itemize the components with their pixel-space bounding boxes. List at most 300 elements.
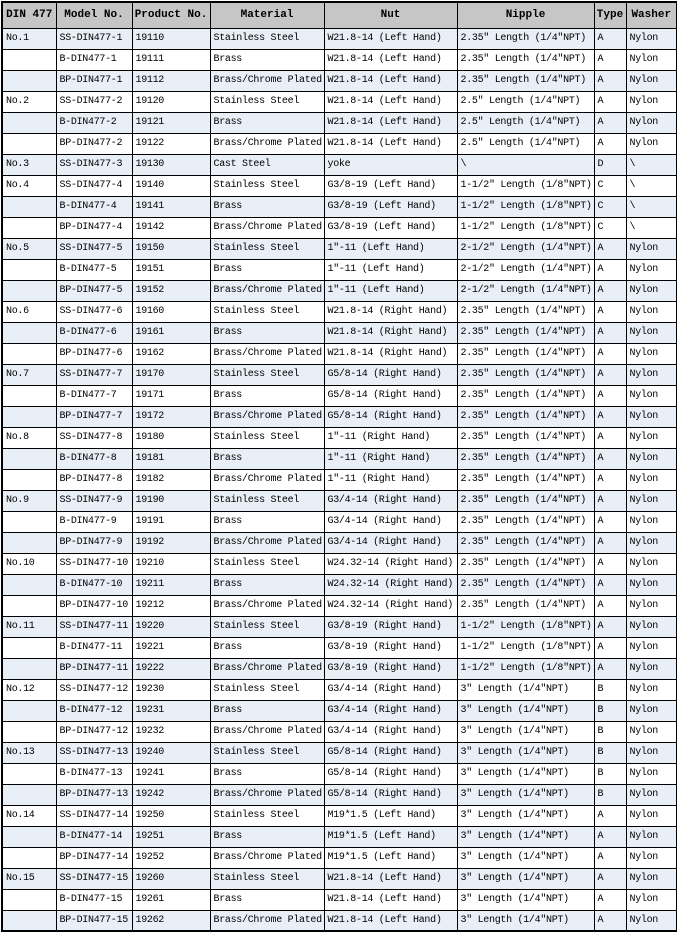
- cell-washer: Nylon: [626, 910, 677, 931]
- cell-material: Stainless Steel: [210, 490, 324, 511]
- cell-din: [2, 847, 56, 868]
- cell-model: SS-DIN477-9: [56, 490, 132, 511]
- cell-nut: G3/8-19 (Left Hand): [324, 217, 457, 238]
- cell-din: [2, 385, 56, 406]
- cell-nut: G5/8-14 (Right Hand): [324, 742, 457, 763]
- cell-material: Brass: [210, 259, 324, 280]
- cell-type: A: [594, 280, 626, 301]
- cell-nipple: 2-1/2″ Length (1/4″NPT): [457, 259, 594, 280]
- cell-nipple: 2.35″ Length (1/4″NPT): [457, 406, 594, 427]
- cell-type: A: [594, 889, 626, 910]
- cell-din: [2, 322, 56, 343]
- cell-model: B-DIN477-5: [56, 259, 132, 280]
- cell-product: 19192: [132, 532, 210, 553]
- cell-nut: W24.32-14 (Right Hand): [324, 595, 457, 616]
- cell-nipple: 2-1/2″ Length (1/4″NPT): [457, 280, 594, 301]
- cell-nipple: 3″ Length (1/4″NPT): [457, 847, 594, 868]
- cell-product: 19252: [132, 847, 210, 868]
- cell-product: 19182: [132, 469, 210, 490]
- cell-din: [2, 469, 56, 490]
- header-cell-model: Model No.: [56, 2, 132, 28]
- cell-type: A: [594, 385, 626, 406]
- cell-nipple: 2.35″ Length (1/4″NPT): [457, 490, 594, 511]
- cell-washer: Nylon: [626, 616, 677, 637]
- cell-product: 19212: [132, 595, 210, 616]
- cell-type: A: [594, 448, 626, 469]
- cell-model: B-DIN477-9: [56, 511, 132, 532]
- cell-din: [2, 826, 56, 847]
- cell-nut: G3/4-14 (Right Hand): [324, 511, 457, 532]
- table-row: [2, 364, 677, 385]
- cell-model: SS-DIN477-14: [56, 805, 132, 826]
- table-row: [2, 490, 677, 511]
- cell-nipple: 3″ Length (1/4″NPT): [457, 889, 594, 910]
- table-row: [2, 742, 677, 763]
- cell-washer: Nylon: [626, 49, 677, 70]
- cell-din: No.1: [2, 28, 56, 49]
- cell-type: A: [594, 511, 626, 532]
- cell-nipple: 2.35″ Length (1/4″NPT): [457, 322, 594, 343]
- cell-washer: \: [626, 175, 677, 196]
- cell-nipple: 3″ Length (1/4″NPT): [457, 910, 594, 931]
- cell-nut: W21.8-14 (Left Hand): [324, 49, 457, 70]
- cell-type: A: [594, 595, 626, 616]
- cell-din: [2, 196, 56, 217]
- table-row: [2, 805, 677, 826]
- cell-nut: G3/8-19 (Right Hand): [324, 637, 457, 658]
- cell-model: B-DIN477-6: [56, 322, 132, 343]
- cell-type: D: [594, 154, 626, 175]
- cell-product: 19162: [132, 343, 210, 364]
- cell-type: A: [594, 70, 626, 91]
- cell-washer: Nylon: [626, 784, 677, 805]
- cell-washer: Nylon: [626, 427, 677, 448]
- cell-material: Brass: [210, 889, 324, 910]
- cell-type: A: [594, 910, 626, 931]
- cell-material: Brass: [210, 112, 324, 133]
- cell-model: B-DIN477-1: [56, 49, 132, 70]
- cell-material: Brass/Chrome Plated: [210, 70, 324, 91]
- cell-nipple: 2.35″ Length (1/4″NPT): [457, 385, 594, 406]
- cell-nut: M19*1.5 (Left Hand): [324, 826, 457, 847]
- cell-model: B-DIN477-7: [56, 385, 132, 406]
- cell-washer: Nylon: [626, 721, 677, 742]
- cell-material: Brass/Chrome Plated: [210, 847, 324, 868]
- cell-type: B: [594, 784, 626, 805]
- cell-material: Stainless Steel: [210, 427, 324, 448]
- cell-washer: Nylon: [626, 700, 677, 721]
- cell-material: Brass: [210, 574, 324, 595]
- table-row: [2, 889, 677, 910]
- cell-din: [2, 343, 56, 364]
- cell-din: No.11: [2, 616, 56, 637]
- cell-product: 19142: [132, 217, 210, 238]
- cell-nipple: 2.35″ Length (1/4″NPT): [457, 343, 594, 364]
- cell-material: Brass: [210, 448, 324, 469]
- cell-model: SS-DIN477-2: [56, 91, 132, 112]
- cell-nipple: 1-1/2″ Length (1/8″NPT): [457, 217, 594, 238]
- cell-washer: Nylon: [626, 532, 677, 553]
- cell-material: Brass/Chrome Plated: [210, 469, 324, 490]
- cell-material: Cast Steel: [210, 154, 324, 175]
- cell-material: Brass: [210, 322, 324, 343]
- cell-model: BP-DIN477-9: [56, 532, 132, 553]
- cell-nut: M19*1.5 (Left Hand): [324, 805, 457, 826]
- cell-material: Brass/Chrome Plated: [210, 280, 324, 301]
- cell-washer: Nylon: [626, 448, 677, 469]
- cell-material: Stainless Steel: [210, 805, 324, 826]
- cell-material: Brass: [210, 763, 324, 784]
- table-row: [2, 385, 677, 406]
- table-header-row: [2, 2, 677, 28]
- table-row: [2, 763, 677, 784]
- table-row: [2, 322, 677, 343]
- cell-model: B-DIN477-14: [56, 826, 132, 847]
- cell-product: 19251: [132, 826, 210, 847]
- cell-nipple: 1-1/2″ Length (1/8″NPT): [457, 616, 594, 637]
- cell-material: Brass/Chrome Plated: [210, 721, 324, 742]
- cell-din: [2, 259, 56, 280]
- cell-model: B-DIN477-8: [56, 448, 132, 469]
- cell-material: Brass/Chrome Plated: [210, 658, 324, 679]
- table-row: [2, 574, 677, 595]
- cell-din: No.7: [2, 364, 56, 385]
- cell-model: SS-DIN477-15: [56, 868, 132, 889]
- cell-model: SS-DIN477-5: [56, 238, 132, 259]
- cell-nut: G5/8-14 (Right Hand): [324, 385, 457, 406]
- cell-nut: G5/8-14 (Right Hand): [324, 763, 457, 784]
- cell-nut: M19*1.5 (Left Hand): [324, 847, 457, 868]
- table-row: [2, 721, 677, 742]
- cell-type: A: [594, 91, 626, 112]
- cell-material: Stainless Steel: [210, 616, 324, 637]
- table-row: [2, 511, 677, 532]
- cell-product: 19262: [132, 910, 210, 931]
- cell-nut: 1″-11 (Right Hand): [324, 427, 457, 448]
- cell-nipple: 2.35″ Length (1/4″NPT): [457, 301, 594, 322]
- cell-product: 19181: [132, 448, 210, 469]
- cell-din: [2, 49, 56, 70]
- cell-nipple: 2.35″ Length (1/4″NPT): [457, 532, 594, 553]
- cell-product: 19211: [132, 574, 210, 595]
- cell-din: No.10: [2, 553, 56, 574]
- cell-nut: G5/8-14 (Right Hand): [324, 784, 457, 805]
- cell-type: B: [594, 721, 626, 742]
- cell-nut: W21.8-14 (Left Hand): [324, 133, 457, 154]
- cell-product: 19250: [132, 805, 210, 826]
- cell-nipple: 2.5″ Length (1/4″NPT): [457, 112, 594, 133]
- cell-washer: Nylon: [626, 112, 677, 133]
- cell-nipple: 2.35″ Length (1/4″NPT): [457, 49, 594, 70]
- cell-nut: G5/8-14 (Right Hand): [324, 364, 457, 385]
- table-row: [2, 175, 677, 196]
- cell-din: [2, 511, 56, 532]
- cell-model: B-DIN477-13: [56, 763, 132, 784]
- cell-nut: W21.8-14 (Right Hand): [324, 322, 457, 343]
- cell-nipple: 2.35″ Length (1/4″NPT): [457, 70, 594, 91]
- cell-type: A: [594, 658, 626, 679]
- table-row: [2, 238, 677, 259]
- cell-din: [2, 700, 56, 721]
- cell-type: A: [594, 364, 626, 385]
- cell-type: A: [594, 805, 626, 826]
- cell-material: Stainless Steel: [210, 91, 324, 112]
- cell-washer: Nylon: [626, 91, 677, 112]
- cell-type: B: [594, 700, 626, 721]
- cell-product: 19241: [132, 763, 210, 784]
- cell-product: 19232: [132, 721, 210, 742]
- cell-nipple: 1-1/2″ Length (1/8″NPT): [457, 658, 594, 679]
- cell-model: SS-DIN477-10: [56, 553, 132, 574]
- cell-nut: W21.8-14 (Left Hand): [324, 91, 457, 112]
- header-cell-nipple: Nipple: [457, 2, 594, 28]
- cell-type: A: [594, 868, 626, 889]
- cell-type: A: [594, 427, 626, 448]
- cell-product: 19152: [132, 280, 210, 301]
- cell-model: BP-DIN477-2: [56, 133, 132, 154]
- cell-material: Brass: [210, 826, 324, 847]
- cell-material: Brass/Chrome Plated: [210, 784, 324, 805]
- cell-product: 19160: [132, 301, 210, 322]
- cell-model: BP-DIN477-4: [56, 217, 132, 238]
- cell-din: No.13: [2, 742, 56, 763]
- cell-material: Stainless Steel: [210, 679, 324, 700]
- table-row: [2, 637, 677, 658]
- cell-washer: \: [626, 196, 677, 217]
- cell-model: BP-DIN477-5: [56, 280, 132, 301]
- cell-product: 19230: [132, 679, 210, 700]
- cell-nipple: 2.35″ Length (1/4″NPT): [457, 595, 594, 616]
- table-row: [2, 553, 677, 574]
- cell-washer: Nylon: [626, 889, 677, 910]
- cell-nut: G3/4-14 (Right Hand): [324, 721, 457, 742]
- cell-din: [2, 217, 56, 238]
- cell-model: SS-DIN477-8: [56, 427, 132, 448]
- cell-product: 19122: [132, 133, 210, 154]
- cell-nipple: 2.35″ Length (1/4″NPT): [457, 574, 594, 595]
- cell-din: [2, 532, 56, 553]
- cell-product: 19261: [132, 889, 210, 910]
- cell-model: SS-DIN477-7: [56, 364, 132, 385]
- table-row: [2, 784, 677, 805]
- cell-type: A: [594, 532, 626, 553]
- cell-type: A: [594, 574, 626, 595]
- cell-nut: G3/8-19 (Right Hand): [324, 658, 457, 679]
- cell-nipple: 1-1/2″ Length (1/8″NPT): [457, 196, 594, 217]
- cell-model: BP-DIN477-12: [56, 721, 132, 742]
- cell-material: Brass/Chrome Plated: [210, 595, 324, 616]
- cell-type: A: [594, 28, 626, 49]
- cell-material: Brass/Chrome Plated: [210, 910, 324, 931]
- cell-washer: Nylon: [626, 511, 677, 532]
- table-row: [2, 196, 677, 217]
- cell-nipple: 1-1/2″ Length (1/8″NPT): [457, 637, 594, 658]
- cell-din: [2, 133, 56, 154]
- cell-din: No.2: [2, 91, 56, 112]
- cell-nut: G3/8-19 (Left Hand): [324, 196, 457, 217]
- table-row: [2, 343, 677, 364]
- cell-type: A: [594, 238, 626, 259]
- cell-product: 19130: [132, 154, 210, 175]
- cell-nipple: 2.35″ Length (1/4″NPT): [457, 28, 594, 49]
- cell-nipple: 2.35″ Length (1/4″NPT): [457, 469, 594, 490]
- cell-material: Brass/Chrome Plated: [210, 532, 324, 553]
- cell-model: SS-DIN477-11: [56, 616, 132, 637]
- cell-product: 19240: [132, 742, 210, 763]
- cell-model: BP-DIN477-15: [56, 910, 132, 931]
- cell-material: Brass/Chrome Plated: [210, 406, 324, 427]
- cell-nut: W24.32-14 (Right Hand): [324, 553, 457, 574]
- cell-nipple: 2-1/2″ Length (1/4″NPT): [457, 238, 594, 259]
- cell-nipple: 2.35″ Length (1/4″NPT): [457, 427, 594, 448]
- cell-type: B: [594, 742, 626, 763]
- cell-material: Stainless Steel: [210, 301, 324, 322]
- cell-material: Stainless Steel: [210, 742, 324, 763]
- cell-product: 19191: [132, 511, 210, 532]
- header-cell-product: Product No.: [132, 2, 210, 28]
- table-row: [2, 868, 677, 889]
- cell-washer: Nylon: [626, 826, 677, 847]
- table-row: [2, 217, 677, 238]
- cell-type: C: [594, 217, 626, 238]
- cell-din: [2, 70, 56, 91]
- cell-product: 19171: [132, 385, 210, 406]
- cell-material: Stainless Steel: [210, 364, 324, 385]
- cell-washer: Nylon: [626, 679, 677, 700]
- cell-washer: Nylon: [626, 469, 677, 490]
- cell-model: BP-DIN477-7: [56, 406, 132, 427]
- cell-type: A: [594, 343, 626, 364]
- cell-din: No.5: [2, 238, 56, 259]
- cell-model: B-DIN477-10: [56, 574, 132, 595]
- cell-washer: \: [626, 217, 677, 238]
- cell-washer: Nylon: [626, 28, 677, 49]
- cell-material: Brass: [210, 196, 324, 217]
- cell-type: A: [594, 616, 626, 637]
- cell-nut: W21.8-14 (Left Hand): [324, 868, 457, 889]
- cell-nipple: 2.35″ Length (1/4″NPT): [457, 553, 594, 574]
- cell-nipple: 3″ Length (1/4″NPT): [457, 679, 594, 700]
- cell-model: SS-DIN477-1: [56, 28, 132, 49]
- cell-type: C: [594, 196, 626, 217]
- table-row: [2, 700, 677, 721]
- cell-nipple: 3″ Length (1/4″NPT): [457, 805, 594, 826]
- table-row: [2, 259, 677, 280]
- cell-product: 19120: [132, 91, 210, 112]
- cell-din: [2, 595, 56, 616]
- table-row: [2, 280, 677, 301]
- cell-model: BP-DIN477-11: [56, 658, 132, 679]
- cell-nut: W21.8-14 (Left Hand): [324, 70, 457, 91]
- cell-model: BP-DIN477-14: [56, 847, 132, 868]
- table-row: [2, 595, 677, 616]
- cell-nut: W21.8-14 (Right Hand): [324, 301, 457, 322]
- cell-din: [2, 784, 56, 805]
- cell-type: A: [594, 322, 626, 343]
- cell-nut: G3/8-19 (Right Hand): [324, 616, 457, 637]
- cell-product: 19150: [132, 238, 210, 259]
- cell-washer: Nylon: [626, 385, 677, 406]
- cell-nipple: 3″ Length (1/4″NPT): [457, 784, 594, 805]
- cell-nipple: 3″ Length (1/4″NPT): [457, 721, 594, 742]
- cell-material: Brass: [210, 637, 324, 658]
- cell-product: 19231: [132, 700, 210, 721]
- cell-product: 19180: [132, 427, 210, 448]
- header-cell-din: DIN 477: [2, 2, 56, 28]
- cell-din: No.9: [2, 490, 56, 511]
- cell-nut: G3/4-14 (Right Hand): [324, 700, 457, 721]
- cell-product: 19222: [132, 658, 210, 679]
- cell-nut: 1″-11 (Left Hand): [324, 280, 457, 301]
- cell-product: 19111: [132, 49, 210, 70]
- cell-din: No.12: [2, 679, 56, 700]
- cell-nipple: 2.5″ Length (1/4″NPT): [457, 91, 594, 112]
- table-row: [2, 28, 677, 49]
- cell-model: B-DIN477-15: [56, 889, 132, 910]
- cell-model: BP-DIN477-6: [56, 343, 132, 364]
- cell-din: [2, 721, 56, 742]
- cell-din: [2, 910, 56, 931]
- cell-nipple: 3″ Length (1/4″NPT): [457, 868, 594, 889]
- cell-washer: Nylon: [626, 490, 677, 511]
- cell-type: A: [594, 469, 626, 490]
- table-row: [2, 301, 677, 322]
- cell-material: Brass: [210, 700, 324, 721]
- cell-material: Brass: [210, 511, 324, 532]
- table-row: [2, 91, 677, 112]
- cell-nut: W21.8-14 (Left Hand): [324, 28, 457, 49]
- cell-nut: 1″-11 (Right Hand): [324, 469, 457, 490]
- cell-product: 19112: [132, 70, 210, 91]
- table-row: [2, 826, 677, 847]
- cell-din: No.3: [2, 154, 56, 175]
- cell-nipple: 2.35″ Length (1/4″NPT): [457, 448, 594, 469]
- cell-washer: Nylon: [626, 805, 677, 826]
- cell-product: 19220: [132, 616, 210, 637]
- header-cell-nut: Nut: [324, 2, 457, 28]
- cell-nut: G3/4-14 (Right Hand): [324, 532, 457, 553]
- cell-washer: Nylon: [626, 637, 677, 658]
- cell-nut: 1″-11 (Left Hand): [324, 259, 457, 280]
- cell-nipple: 3″ Length (1/4″NPT): [457, 742, 594, 763]
- cell-product: 19121: [132, 112, 210, 133]
- cell-nipple: 3″ Length (1/4″NPT): [457, 826, 594, 847]
- table-row: [2, 532, 677, 553]
- cell-product: 19190: [132, 490, 210, 511]
- cell-din: No.4: [2, 175, 56, 196]
- cell-nut: 1″-11 (Right Hand): [324, 448, 457, 469]
- cell-nut: W21.8-14 (Right Hand): [324, 343, 457, 364]
- cell-material: Brass: [210, 385, 324, 406]
- cell-type: C: [594, 175, 626, 196]
- cell-washer: Nylon: [626, 280, 677, 301]
- cell-type: A: [594, 490, 626, 511]
- cell-model: SS-DIN477-6: [56, 301, 132, 322]
- cell-model: BP-DIN477-8: [56, 469, 132, 490]
- cell-material: Stainless Steel: [210, 553, 324, 574]
- cell-washer: Nylon: [626, 322, 677, 343]
- cell-nut: G3/4-14 (Right Hand): [324, 490, 457, 511]
- cell-washer: \: [626, 154, 677, 175]
- cell-din: [2, 763, 56, 784]
- cell-model: B-DIN477-2: [56, 112, 132, 133]
- cell-product: 19140: [132, 175, 210, 196]
- cell-type: A: [594, 406, 626, 427]
- cell-din: No.8: [2, 427, 56, 448]
- cell-type: A: [594, 112, 626, 133]
- cell-type: A: [594, 301, 626, 322]
- cell-nipple: 2.35″ Length (1/4″NPT): [457, 364, 594, 385]
